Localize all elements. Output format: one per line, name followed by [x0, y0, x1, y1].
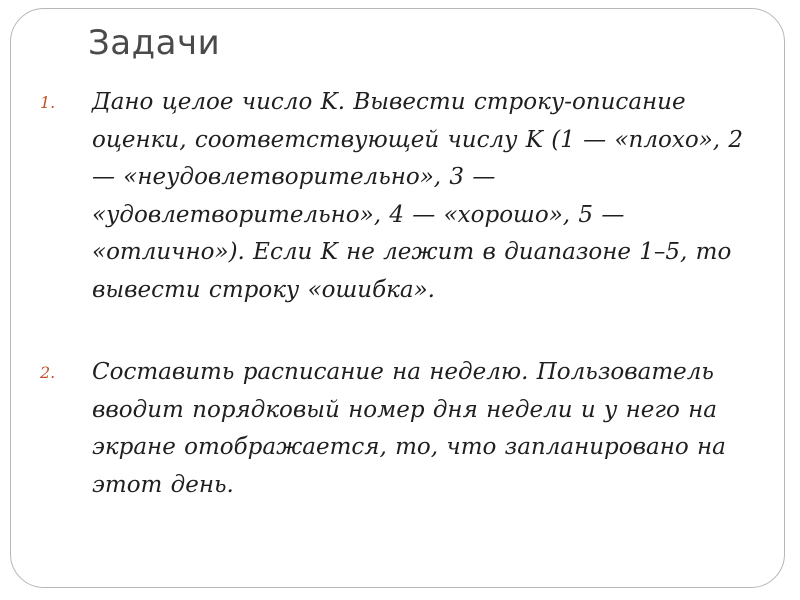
slide-title: Задачи [88, 23, 221, 63]
task-text: Дано целое число K. Вывести строку-описание оценки, соответствующей числу K (1 — «плохо», 2 — «неудовлетворительно», 3 — «удовлетворительно», 4 — «хорошо», 5 — «отлично»). Если K не лежит в диапазоне 1–5, то вывести строку «ошибка». [92, 89, 743, 303]
task-number: 2. [40, 363, 56, 382]
task-item-1 [40, 84, 750, 309]
list-spacer [40, 309, 750, 354]
task-text: Составить расписание на неделю. Пользователь вводит порядковый номер дня недели и у него на экране отображается, то, что запланировано на этот день. [92, 359, 726, 498]
task-item-2 [40, 354, 750, 504]
task-list [40, 84, 750, 504]
task-number: 1. [40, 93, 56, 112]
